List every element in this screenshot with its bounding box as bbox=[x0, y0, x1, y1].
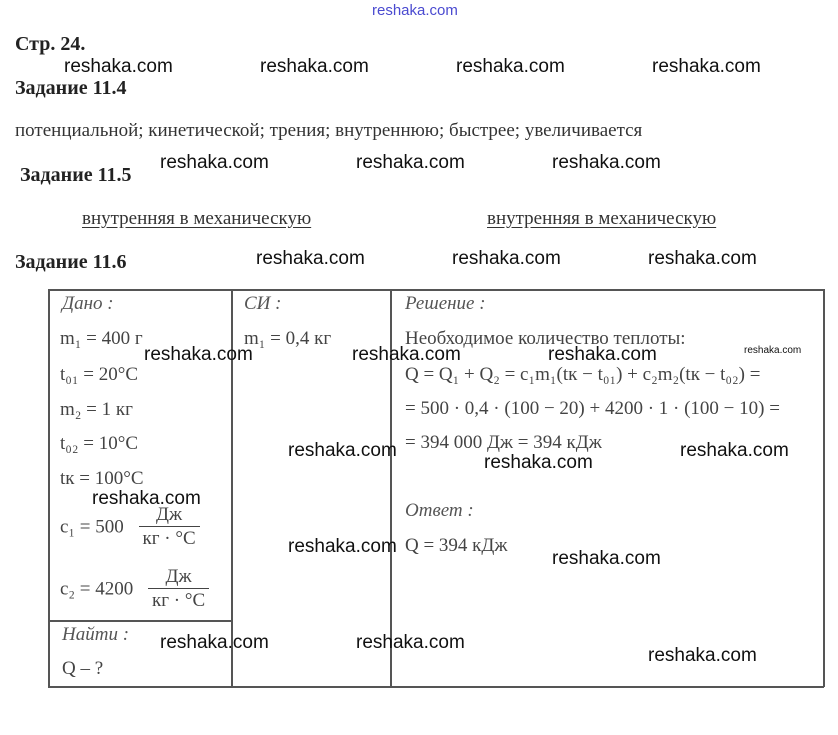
table-border-bottom bbox=[48, 686, 824, 688]
given-t02: t₀₂ = 10°C bbox=[60, 433, 139, 454]
given-c2-unit-numerator: Дж bbox=[148, 566, 209, 589]
table-divider-find bbox=[48, 620, 232, 622]
solution-label: Решение : bbox=[405, 293, 486, 314]
watermark: reshaka.com bbox=[552, 548, 661, 569]
given-c1-unit-denominator: кг · °C bbox=[142, 528, 196, 549]
solution-line-2: Q = Q₁ + Q₂ = c₁m₁(tк − t₀₁) + c₂m₂(tк − t₀₂) = bbox=[405, 364, 761, 385]
watermark-top: reshaka.com bbox=[372, 2, 458, 19]
given-label: Дано : bbox=[62, 293, 114, 314]
watermark: reshaka.com bbox=[648, 248, 757, 269]
watermark: reshaka.com bbox=[484, 452, 593, 473]
watermark: reshaka.com bbox=[352, 344, 461, 365]
table-border-right bbox=[823, 289, 825, 687]
watermark-small: reshaka.com bbox=[744, 345, 802, 356]
find-label: Найти : bbox=[62, 624, 130, 645]
task-11-6-heading: Задание 11.6 bbox=[15, 251, 127, 273]
watermark: reshaka.com bbox=[144, 344, 253, 365]
given-c1 bbox=[60, 504, 200, 551]
watermark: reshaka.com bbox=[652, 56, 761, 77]
given-c1-unit bbox=[139, 504, 200, 551]
find-value: Q – ? bbox=[62, 658, 104, 679]
given-m1: m₁ = 400 г bbox=[60, 328, 143, 349]
given-tk: tк = 100°C bbox=[60, 468, 144, 489]
watermark: reshaka.com bbox=[680, 440, 789, 461]
given-c2-unit-denominator: кг · °C bbox=[152, 590, 206, 611]
watermark: reshaka.com bbox=[356, 152, 465, 173]
watermark: reshaka.com bbox=[92, 488, 201, 509]
watermark: reshaka.com bbox=[160, 152, 269, 173]
watermark: reshaka.com bbox=[552, 152, 661, 173]
watermark: reshaka.com bbox=[288, 440, 397, 461]
page-reference: Стр. 24. bbox=[15, 33, 86, 55]
answer-label: Ответ : bbox=[405, 500, 474, 521]
watermark: reshaka.com bbox=[648, 645, 757, 666]
task-11-5-heading: Задание 11.5 bbox=[20, 164, 132, 186]
given-c1-unit-numerator: Дж bbox=[139, 504, 200, 527]
watermark: reshaka.com bbox=[64, 56, 173, 77]
table-border-left bbox=[48, 289, 50, 687]
table-border-top bbox=[48, 289, 824, 291]
si-m1: m₁ = 0,4 кг bbox=[244, 328, 332, 349]
watermark: reshaka.com bbox=[452, 248, 561, 269]
si-label: СИ : bbox=[244, 293, 282, 314]
given-c1-value: c₁ = 500 bbox=[60, 516, 124, 538]
given-c2-unit bbox=[148, 566, 209, 613]
given-c2 bbox=[60, 566, 209, 613]
answer-value: Q = 394 кДж bbox=[405, 535, 508, 556]
given-t01: t₀₁ = 20°C bbox=[60, 364, 139, 385]
watermark: reshaka.com bbox=[456, 56, 565, 77]
watermark: reshaka.com bbox=[548, 344, 657, 365]
solution-line-3: = 500 · 0,4 · (100 − 20) + 4200 · 1 · (100 − 10) = bbox=[405, 398, 780, 419]
task-11-5-answer-left: внутренняя в механическую bbox=[82, 208, 312, 229]
given-c2-value: c₂ = 4200 bbox=[60, 578, 134, 600]
solution-line-1: Необходимое количество теплоты: bbox=[405, 328, 686, 349]
watermark: reshaka.com bbox=[356, 632, 465, 653]
watermark: reshaka.com bbox=[288, 536, 397, 557]
watermark: reshaka.com bbox=[256, 248, 365, 269]
solution-line-4: = 394 000 Дж = 394 кДж bbox=[405, 432, 602, 453]
given-m2: m₂ = 1 кг bbox=[60, 399, 133, 420]
task-11-4-heading: Задание 11.4 bbox=[15, 77, 127, 99]
watermark: reshaka.com bbox=[260, 56, 369, 77]
task-11-4-answer: потенциальной; кинетической; трения; внутреннюю; быстрее; увеличивается bbox=[15, 120, 643, 141]
task-11-5-answer-right: внутренняя в механическую bbox=[487, 208, 717, 229]
watermark: reshaka.com bbox=[160, 632, 269, 653]
